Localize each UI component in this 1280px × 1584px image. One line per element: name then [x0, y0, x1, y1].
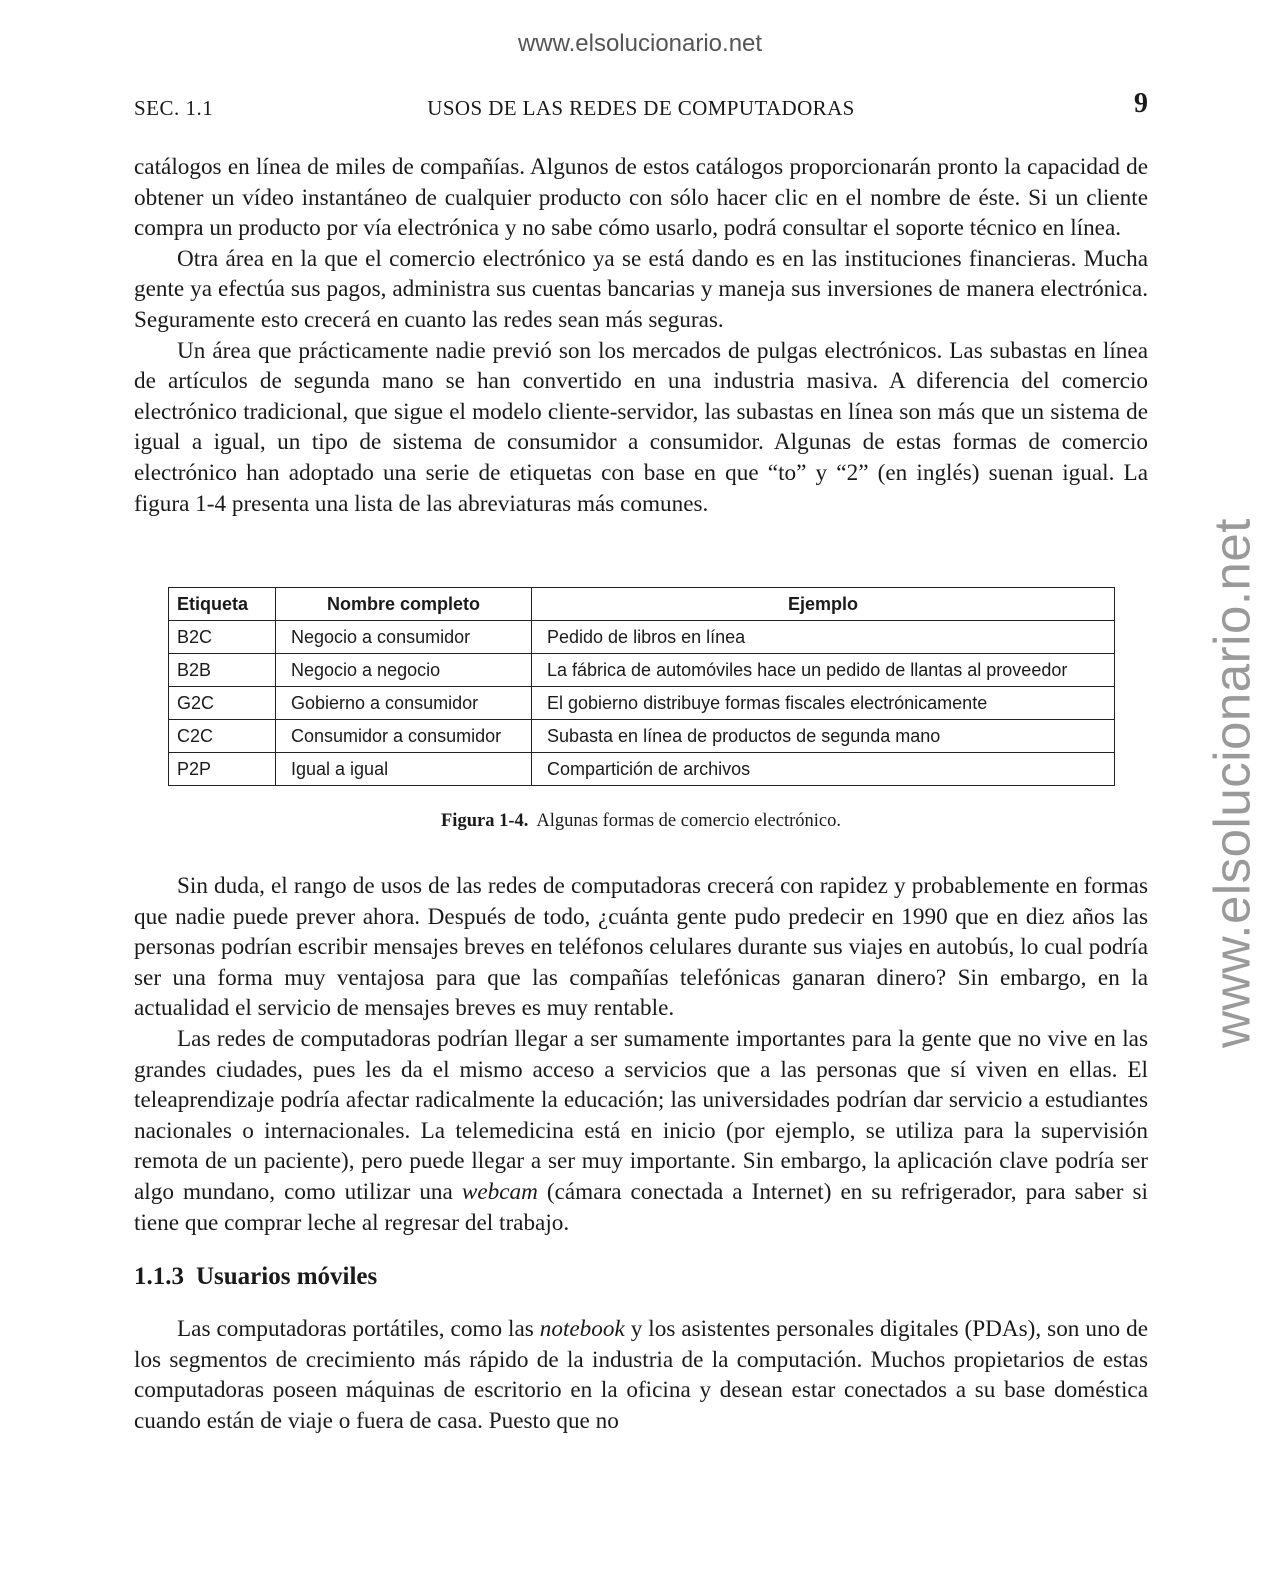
cell-nombre: Negocio a negocio: [276, 654, 532, 687]
cell-ejemplo: Compartición de archivos: [532, 753, 1115, 786]
table-row: [169, 753, 1115, 786]
paragraph-text: Las redes de computadoras podrían llegar a ser sumamente importantes para la gente que no vive en las grandes ciudades, pues les da el mismo acceso a servicios que a las personas que sí viven en ellas. El teleaprendizaje podría afectar radicalmente la educación; las universidades podrían dar servicio a estudiantes nacionales o internacionales. La telemedicina está en inicio (por ejemplo, se utiliza para la supervisión remota de un paciente), pero puede llegar a ser muy importante. Sin embargo, la aplicación clave podría ser algo mundano, como utilizar una: [134, 1025, 1148, 1205]
figure-caption-label: Figura 1-4.: [441, 811, 529, 831]
watermark-top: www.elsolucionario.net: [517, 30, 763, 57]
section-heading: [134, 1263, 377, 1291]
body-text-after-figure: [134, 871, 1148, 1238]
italic-term: notebook: [539, 1316, 625, 1342]
paragraph: Sin duda, el rango de usos de las redes de computadoras crecerá con rapidez y probablemente en formas que nadie puede prever ahora. Después de todo, ¿cuánta gente pudo predecir en 1990 que en diez años las personas podrían escribir mensajes breves en teléfonos celulares durante sus viajes en autobús, lo cual podría ser una forma muy ventajosa para que las compañías telefónicas ganaran dinero? Sin embargo, en la actualidad el servicio de mensajes breves es muy rentable.: [134, 873, 1148, 1022]
cell-nombre: Igual a igual: [276, 753, 532, 786]
column-header-etiqueta: Etiqueta: [169, 588, 276, 621]
table-row: [169, 621, 1115, 654]
cell-nombre: Consumidor a consumidor: [276, 720, 532, 753]
cell-etiqueta: B2B: [169, 654, 276, 687]
paragraph: [134, 1024, 1148, 1238]
column-header-ejemplo: Ejemplo: [532, 588, 1115, 621]
running-head: [134, 88, 1148, 122]
cell-ejemplo: Subasta en línea de productos de segunda mano: [532, 720, 1115, 753]
cell-etiqueta: B2C: [169, 621, 276, 654]
cell-nombre: Gobierno a consumidor: [276, 687, 532, 720]
paragraph: Otra área en la que el comercio electrónico ya se está dando es en las instituciones financieras. Mucha gente ya efectúa sus pagos, administra sus cuentas bancarias y maneja sus inversiones de manera electrónica. Seguramente esto crecerá en cuanto las redes sean más seguras.: [134, 245, 1148, 333]
section-label: SEC. 1.1: [134, 96, 214, 120]
watermark-side: www.elsolucionario.net: [1203, 518, 1261, 1048]
cell-etiqueta: G2C: [169, 687, 276, 720]
section-title: Usuarios móviles: [196, 1263, 378, 1290]
paragraph: catálogos en línea de miles de compañías. Algunos de estos catálogos proporcionarán pronto la capacidad de obtener un vídeo instantáneo de cualquier producto con sólo hacer clic en el nombre de éste. Si un cliente compra un producto por vía electrónica y no sabe cómo usarlo, podrá consultar el soporte técnico en línea.: [134, 154, 1148, 242]
paragraph-text: (cámara conectada a Internet) en su refrigerador, para saber si tiene que comprar leche al regresar del trabajo.: [134, 1178, 1148, 1236]
cell-ejemplo: Pedido de libros en línea: [532, 621, 1115, 654]
cell-ejemplo: La fábrica de automóviles hace un pedido de llantas al proveedor: [532, 654, 1115, 687]
section-number: 1.1.3: [134, 1263, 184, 1290]
section-body-text: [134, 1314, 1148, 1436]
table-row: [169, 687, 1115, 720]
running-title: USOS DE LAS REDES DE COMPUTADORAS: [427, 96, 855, 120]
figure-1-4: [168, 587, 1114, 831]
italic-term: webcam: [461, 1178, 538, 1205]
figure-caption: [168, 811, 1114, 832]
table-row: [169, 654, 1115, 687]
paragraph-text: y los asistentes personales digitales (PDAs), son uno de los segmentos de crecimiento más rápido de la industria de la computación. Muchos propietarios de estas computadoras poseen máquinas de escritorio en la oficina y desean estar conectados a su base doméstica cuando están de viaje o fuera de casa. Puesto que no: [134, 1316, 1148, 1434]
cell-nombre: Negocio a consumidor: [276, 621, 532, 654]
figure-caption-text: Algunas formas de comercio electrónico.: [536, 811, 841, 831]
paragraph: Un área que prácticamente nadie previó son los mercados de pulgas electrónicos. Las subastas en línea de artículos de segunda mano se han convertido en una industria masiva. A diferencia del comercio electrónico tradicional, que sigue el modelo cliente-servidor, las subastas en línea son más que un sistema de igual a igual, un tipo de sistema de consumidor a consumidor. Algunas de estas formas de comercio electrónico han adoptado una serie de etiquetas con base en que “to” y “2” (en inglés) suenan igual. La figura 1-4 presenta una lista de las abreviaturas más comunes.: [134, 337, 1148, 517]
cell-ejemplo: El gobierno distribuye formas fiscales electrónicamente: [532, 687, 1115, 720]
ecommerce-forms-table: [168, 587, 1115, 786]
paragraph: [134, 1314, 1148, 1436]
table-header-row: [169, 588, 1115, 621]
table-row: [169, 720, 1115, 753]
body-text-before-figure: [134, 152, 1148, 519]
page-number: 9: [1134, 88, 1148, 119]
paragraph-text: Las computadoras portátiles, como las: [177, 1316, 540, 1342]
cell-etiqueta: C2C: [169, 720, 276, 753]
cell-etiqueta: P2P: [169, 753, 276, 786]
column-header-nombre-completo: Nombre completo: [276, 588, 532, 621]
